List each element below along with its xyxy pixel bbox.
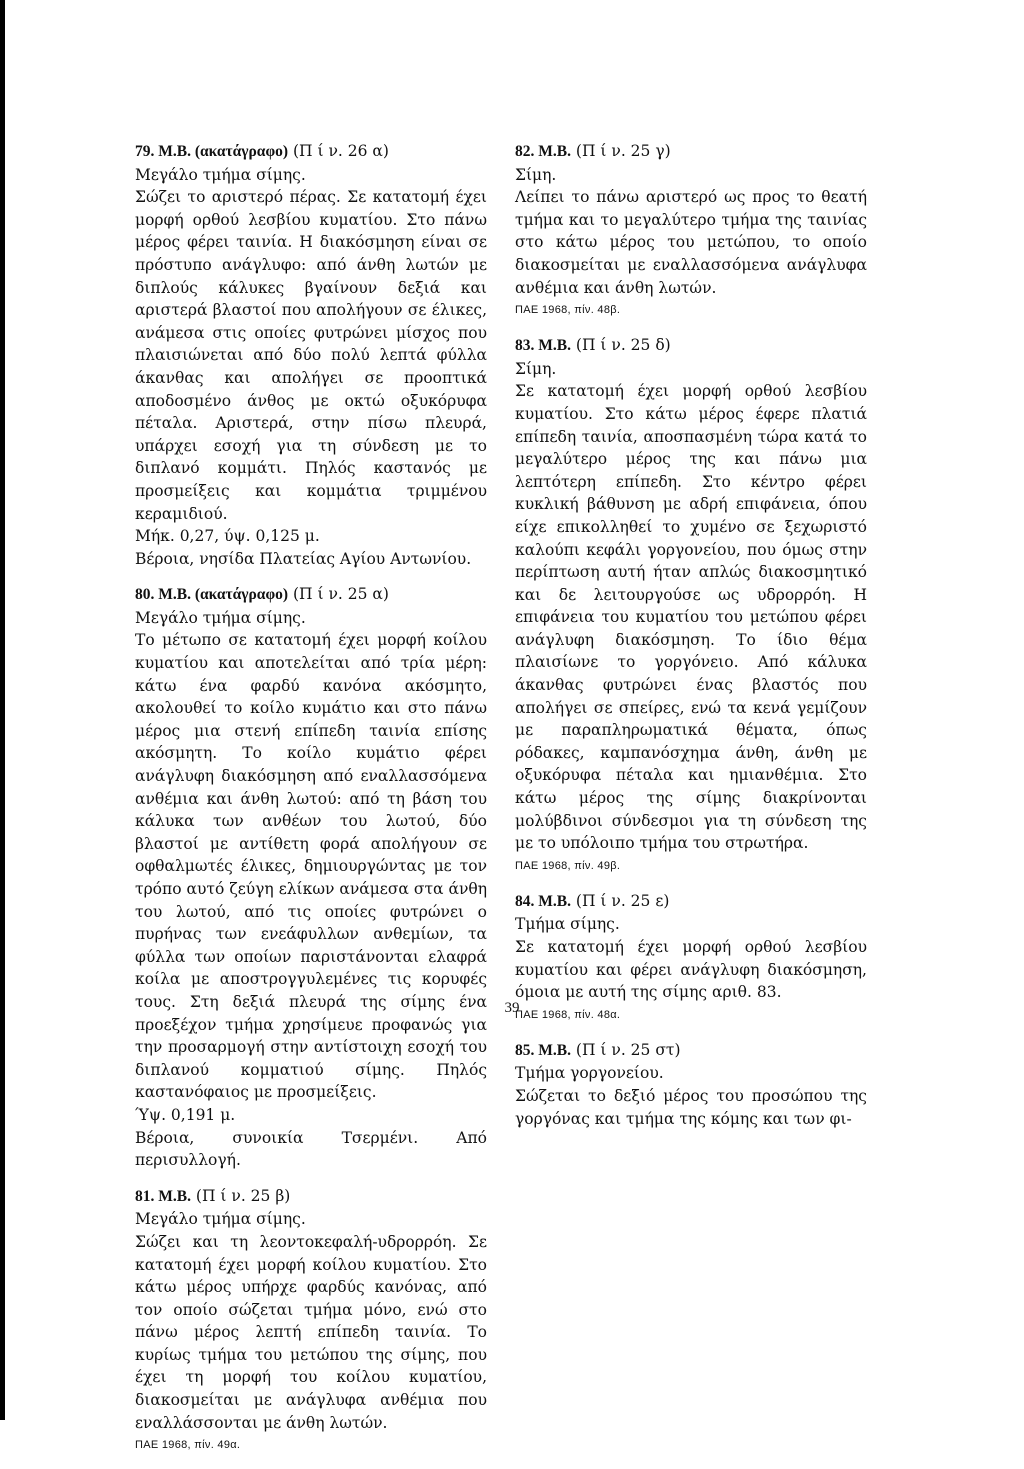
bibliography-reference: ΠΑΕ 1968, πίν. 48β.	[515, 304, 621, 317]
entry-description: Λείπει το πάνω αριστερό ως προς το θεατή τμήμα και το μεγαλύτερο τμήμα της ταινίας στο κάτω μέρος του μετώπου, το οποίο διακοσμείται με εναλλασσόμενα ανάγλυφα ανθέμια και άνθη λωτών.	[515, 188, 867, 297]
entry-description: Σε κατατομή έχει μορφή ορθού λεσβίου κυματίου και φέρει ανάγλυφη διακόσμηση, όμοια με αυτή της σίμης αριθ. 83.	[515, 938, 867, 1002]
catalog-entry-81	[135, 1185, 487, 1457]
plate-reference: (Π ί ν. 25 στ)	[575, 1040, 681, 1059]
entry-heading: 82. Μ.Β.	[515, 143, 571, 160]
bibliography-reference: ΠΑΕ 1968, πίν. 49β.	[515, 859, 621, 872]
entry-location: Βέροια, νησίδα Πλατείας Αγίου Αντωνίου.	[135, 549, 472, 568]
plate-reference: (Π ί ν. 25 δ)	[575, 336, 671, 355]
catalog-entry-82	[515, 140, 867, 321]
plate-reference: (Π ί ν. 26 α)	[292, 142, 389, 160]
entry-heading: 83. Μ.Β.	[515, 337, 571, 355]
entry-description: Σώζεται το δεξιό μέρος του προσώπου της γοργόνας και τμήμα της κόμης και των φι-	[515, 1086, 867, 1128]
entry-subtitle: Μεγάλο τμήμα σίμης.	[135, 165, 306, 184]
catalog-entry-83	[515, 334, 867, 877]
entry-dimensions: Μήκ. 0,27, ύψ. 0,125 μ.	[135, 527, 320, 546]
entry-heading: 79. Μ.Β. (ακατάγραφο)	[135, 143, 289, 160]
entry-dimensions: Ύψ. 0,191 μ.	[135, 1105, 236, 1124]
plate-reference: (Π ί ν. 25 β)	[195, 1186, 291, 1205]
entry-description: Σώζει και τη λεοντοκεφαλή-υδρορρόη. Σε κατατομή έχει μορφή κοίλου κυματίου. Στο κάτω μέρος υπήρχε φαρδύς κανόνας, από τον οποίο σώζεται τμήμα μόνο, ενώ στο πάνω μέρος λεπτή επίπεδη ταινία. Το κυρίως τμήμα του μετώπου της σίμης, που έχει τη μορφή του κοίλου κυματίου, διακοσμείται με ανάγλυφα ανθέμια που εναλλάσσονται με άνθη λωτών.	[135, 1232, 487, 1432]
plate-reference: (Π ί ν. 25 α)	[292, 585, 389, 604]
page-edge-shadow	[0, 0, 5, 1420]
entry-heading: 81. Μ.Β.	[135, 1187, 191, 1205]
entry-subtitle: Σίμη.	[515, 165, 557, 184]
entry-description: Το μέτωπο σε κατατομή έχει μορφή κοίλου κυματίου και αποτελείται από τρία μέρη: κάτω ένα φαρδύ κανόνα ακόσμητο, ακολουθεί το κοίλο κυμάτιο και στο πάνω μέρος μια στενή επίπεδη ταινία επίσης ακόσμητη. Το κοίλο κυμάτιο φέρει ανάγλυφη διακόσμηση από εναλλασσόμενα ανθέμια και άνθη λωτού: από τη βάση του κάλυκα των ανθέων του λωτού, δύο βλαστοί με αντίθετη φορά απολήγουν σε οφθαλμωτές έλικες, δημιουργώντας με τον τρόπο αυτό ζεύγη ελίκων ανάμεσα στα άνθη του λωτού, από τις οποίες φυτρώνει ο πυρήνας των ενεάφυλλων ανθεμίων, τα φύλλα των οποίων παριστάνονται ελαφρά κοίλα με αποστρογγυλεμένες τις κορυφές τους. Στη δεξιά πλευρά της σίμης ένα προεξέχον τμήμα χρησίμευε προφανώς για την προσαρμογή στην αντίστοιχη εσοχή του διπλανού κομματιού σίμης. Πηλός καστανόφαιος με προσμείξεις.	[135, 631, 487, 1102]
entry-subtitle: Τμήμα γοργονείου.	[515, 1064, 664, 1083]
bibliography-reference: ΠΑΕ 1968, πίν. 48α.	[515, 1008, 621, 1021]
entry-heading: 80. Μ.Β. (ακατάγραφο)	[135, 586, 289, 604]
entry-subtitle: Τμήμα σίμης.	[515, 915, 620, 934]
entry-subtitle: Μεγάλο τμήμα σίμης.	[135, 608, 306, 627]
page-number: 39	[504, 1000, 520, 1016]
left-column	[135, 140, 487, 1469]
catalog-entry-80	[135, 583, 487, 1171]
entry-description: Σε κατατομή έχει μορφή ορθού λεσβίου κυματίου. Στο κάτω μέρος έφερε πλατιά επίπεδη ταινία, αποσπασμένη τώρα κατά το μεγαλύτερο μέρος της και πάνω μια λεπτότερη επίπεδη. Στο κέντρο φέρει κυκλική βάθυνση με αδρή επιφάνεια, όπου είχε επικολληθεί το χυμένο σε ξεχωριστό καλούπι κεφάλι γοργονείου, που όμως στην περίπτωση αυτή ήταν απλώς διακοσμητικό και δε λειτουργούσε ως υδρορρόη. Η επιφάνεια του κυματίου του μετώπου φέρει ανάγλυφη διακόσμηση. Το ίδιο θέμα πλαισίωνε το γοργόνειο. Από κάλυκα άκανθας φυτρώνει ένας βλαστός που απολήγει σε σπείρες, ενώ τα κενά γεμίζουν με παραπληρωματικά θέματα, όπως ρόδακες, καμπανόσχημα άνθη, άνθη με οξυκόρυφα πέταλα και ημιανθέμια. Στο κάτω μέρος της σίμης διακρίνονται μολύβδινοι σύνδεσμοι για τη σύνδεση της με το υπόλοιπο τμήμα του στρωτήρα.	[515, 382, 867, 853]
entry-heading: 85. Μ.Β.	[515, 1041, 571, 1059]
entry-subtitle: Μεγάλο τμήμα σίμης.	[135, 1210, 306, 1229]
entry-heading: 84. Μ.Β.	[515, 892, 571, 910]
entry-subtitle: Σίμη.	[515, 359, 557, 378]
entry-description: Σώζει το αριστερό πέρας. Σε κατατομή έχει μορφή ορθού λεσβίου κυματίου. Στο πάνω μέρος φέρει ταινία. Η διακόσμηση είναι σε πρόστυπο ανάγλυφο: από άνθη λωτών με διπλούς κάλυκες βγαίνουν δεξιά και αριστερά βλαστοί που απολήγουν σε έλικες, ανάμεσα στις οποίες φυτρώνει μίσχος που πλαισιώνεται από δύο πολύ λεπτά φύλλα άκανθας και απολήγει σε προοπτικά αποδοσμένο άνθος με οκτώ οξυκόρυφα πέταλα. Αριστερά, στην πίσω πλευρά, υπάρχει εσοχή για τη σύνδεση με το διπλανό κομμάτι. Πηλός καστανός με προσμείξεις και κομμάτια τριμμένου κεραμιδιού.	[135, 188, 487, 523]
right-column	[515, 140, 867, 1143]
plate-reference: (Π ί ν. 25 ε)	[575, 891, 670, 910]
catalog-entry-85	[515, 1039, 867, 1130]
plate-reference: (Π ί ν. 25 γ)	[575, 142, 671, 160]
catalog-entry-79	[135, 140, 487, 570]
entry-location: Βέροια, συνοικία Τσερμένι. Από περισυλλογή.	[135, 1128, 487, 1170]
bibliography-reference: ΠΑΕ 1968, πίν. 49α.	[135, 1439, 241, 1452]
